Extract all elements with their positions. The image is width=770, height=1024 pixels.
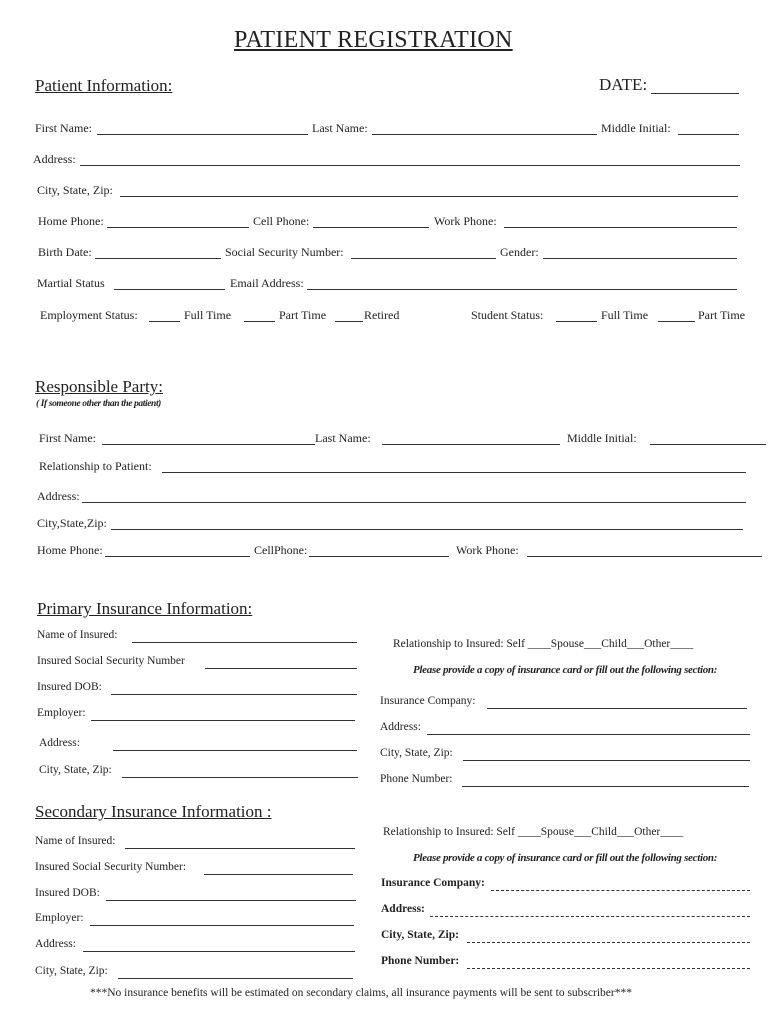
pi-ins-address-field[interactable] [427, 734, 750, 735]
si-insurance-company-label: Insurance Company: [381, 877, 485, 889]
si-name-of-insured-label: Name of Insured: [35, 835, 116, 847]
employment-retired-blank[interactable] [335, 321, 363, 322]
rp-home-phone-label: Home Phone: [37, 543, 103, 557]
employment-part-time-label: Part Time [279, 308, 327, 322]
rp-home-phone-field[interactable] [105, 556, 250, 557]
pi-phone-number-label: Phone Number: [380, 773, 453, 785]
rp-relationship-label: Relationship to Patient: [39, 459, 152, 473]
pi-insured-dob-label: Insured DOB: [37, 681, 102, 693]
student-full-time-blank[interactable] [556, 321, 597, 322]
pi-name-of-insured-field[interactable] [132, 642, 357, 643]
si-insured-ssn-label: Insured Social Security Number: [35, 861, 187, 873]
marital-status-field[interactable] [114, 289, 225, 290]
middle-initial-label: Middle Initial: [601, 121, 671, 135]
last-name-label: Last Name: [312, 121, 368, 135]
secondary-insurance-heading: Secondary Insurance Information : [35, 802, 272, 821]
pi-phone-number-field[interactable] [462, 786, 749, 787]
date-label: DATE: [599, 75, 648, 94]
rp-first-name-label: First Name: [39, 431, 96, 445]
pi-insured-dob-field[interactable] [111, 694, 357, 695]
address-field[interactable] [80, 165, 740, 166]
home-phone-field[interactable] [107, 227, 249, 228]
si-phone-number-label: Phone Number: [381, 955, 460, 967]
pi-insurance-company-field[interactable] [487, 708, 747, 709]
si-insured-dob-field[interactable] [106, 900, 356, 901]
responsible-party-heading: Responsible Party: [35, 377, 163, 396]
employment-retired-label: Retired [364, 308, 400, 322]
rp-middle-initial-label: Middle Initial: [567, 431, 637, 445]
si-ins-address-label: Address: [381, 903, 425, 915]
address-label: Address: [33, 152, 76, 166]
middle-initial-field[interactable] [678, 134, 739, 135]
student-status-label: Student Status: [471, 308, 544, 322]
si-insurance-company-field[interactable] [491, 890, 750, 891]
employment-status-label: Employment Status: [40, 308, 138, 322]
rp-cell-phone-label: CellPhone: [254, 543, 308, 557]
rp-work-phone-field[interactable] [527, 556, 762, 557]
cell-phone-field[interactable] [313, 227, 429, 228]
si-city-state-zip-label: City, State, Zip: [35, 965, 108, 977]
rp-relationship-field[interactable] [162, 472, 746, 473]
si-insured-ssn-field[interactable] [204, 874, 353, 875]
rp-address-label: Address: [37, 489, 80, 503]
rp-last-name-field[interactable] [382, 444, 560, 445]
birth-date-field[interactable] [95, 258, 221, 259]
date-field[interactable] [651, 93, 739, 94]
home-phone-label: Home Phone: [38, 214, 104, 228]
rp-city-state-zip-field[interactable] [111, 529, 743, 530]
rp-middle-initial-field[interactable] [650, 444, 766, 445]
pi-copy-card-note: Please provide a copy of insurance card or fill out the following section: [413, 664, 718, 676]
employment-full-time-label: Full Time [184, 308, 232, 322]
si-employer-label: Employer: [35, 912, 84, 924]
employment-part-time-blank[interactable] [244, 321, 275, 322]
gender-label: Gender: [500, 245, 539, 259]
pi-insured-ssn-label: Insured Social Security Number [37, 655, 185, 667]
pi-ins-city-state-zip-label: City, State, Zip: [380, 747, 453, 759]
patient-information-heading: Patient Information: [35, 76, 173, 95]
page-title: PATIENT REGISTRATION [234, 27, 513, 53]
rp-last-name-label: Last Name: [315, 431, 371, 445]
work-phone-field[interactable] [504, 227, 737, 228]
si-city-state-zip-field[interactable] [118, 978, 353, 979]
city-state-zip-label: City, State, Zip: [37, 183, 113, 197]
si-name-of-insured-field[interactable] [125, 848, 355, 849]
birth-date-label: Birth Date: [38, 245, 92, 259]
rp-work-phone-label: Work Phone: [456, 543, 519, 557]
pi-ins-address-label: Address: [380, 721, 421, 733]
email-field[interactable] [307, 289, 737, 290]
rp-city-state-zip-label: City,State,Zip: [37, 516, 107, 530]
pi-relationship-to-insured[interactable]: Relationship to Insured: Self ____Spouse___Child___Other____ [393, 638, 694, 650]
student-full-time-label: Full Time [601, 308, 649, 322]
si-copy-card-note: Please provide a copy of insurance card or fill out the following section: [413, 852, 718, 864]
pi-city-state-zip-label: City, State, Zip: [39, 764, 112, 776]
si-ins-address-field[interactable] [430, 916, 750, 917]
city-state-zip-field[interactable] [120, 196, 738, 197]
email-label: Email Address: [230, 276, 304, 290]
pi-insurance-company-label: Insurance Company: [380, 695, 476, 707]
responsible-party-note: ( If someone other than the patient) [36, 399, 161, 409]
footer-notice: ***No insurance benefits will be estimated on secondary claims, all insurance payments will be sent to subscriber*** [90, 987, 632, 999]
rp-address-field[interactable] [82, 502, 746, 503]
employment-full-time-blank[interactable] [149, 321, 180, 322]
rp-first-name-field[interactable] [102, 444, 315, 445]
si-address-label: Address: [35, 938, 76, 950]
si-ins-city-state-zip-field[interactable] [467, 942, 750, 943]
si-relationship-to-insured[interactable]: Relationship to Insured: Self ____Spouse___Child___Other____ [383, 826, 684, 838]
gender-field[interactable] [543, 258, 737, 259]
work-phone-label: Work Phone: [434, 214, 497, 228]
rp-cell-phone-field[interactable] [309, 556, 449, 557]
primary-insurance-heading: Primary Insurance Information: [37, 599, 253, 618]
first-name-field[interactable] [97, 134, 308, 135]
first-name-label: First Name: [35, 121, 92, 135]
student-part-time-label: Part Time [698, 308, 746, 322]
ssn-field[interactable] [351, 258, 496, 259]
last-name-field[interactable] [372, 134, 597, 135]
si-phone-number-field[interactable] [467, 968, 750, 969]
si-employer-field[interactable] [90, 925, 354, 926]
pi-name-of-insured-label: Name of Insured: [37, 629, 118, 641]
pi-employer-field[interactable] [91, 720, 355, 721]
pi-employer-label: Employer: [37, 707, 86, 719]
si-ins-city-state-zip-label: City, State, Zip: [381, 929, 459, 941]
pi-city-state-zip-field[interactable] [122, 777, 358, 778]
pi-address-field[interactable] [113, 750, 357, 751]
si-address-field[interactable] [83, 951, 355, 952]
pi-address-label: Address: [39, 737, 80, 749]
si-insured-dob-label: Insured DOB: [35, 887, 100, 899]
pi-ins-city-state-zip-field[interactable] [463, 760, 750, 761]
pi-insured-ssn-field[interactable] [205, 668, 357, 669]
ssn-label: Social Security Number: [225, 245, 344, 259]
marital-status-label: Martial Status [37, 276, 105, 290]
cell-phone-label: Cell Phone: [253, 214, 310, 228]
student-part-time-blank[interactable] [658, 321, 695, 322]
